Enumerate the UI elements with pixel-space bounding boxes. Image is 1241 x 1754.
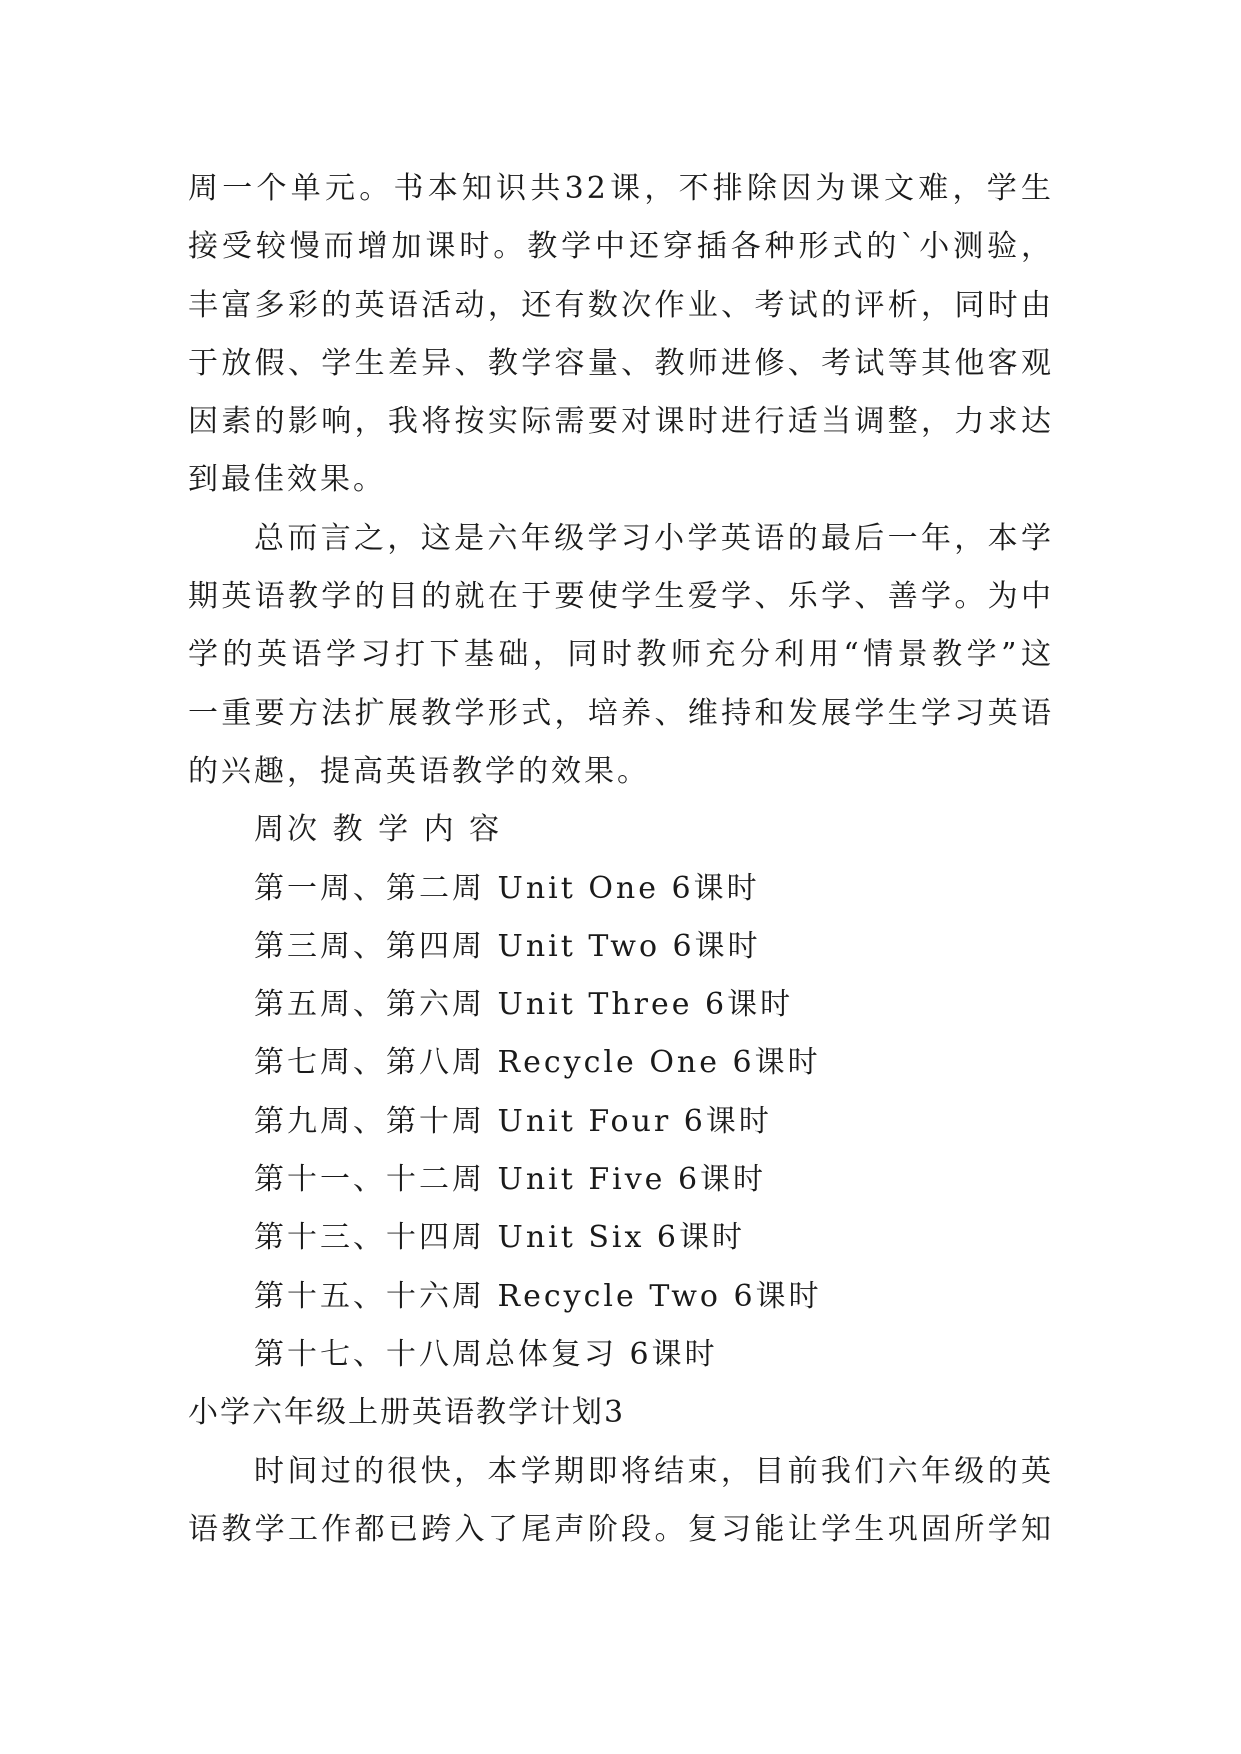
text-line: 丰富多彩的英语活动，还有数次作业、考试的评析，同时由 bbox=[188, 287, 1054, 323]
text-line: 周一个单元。书本知识共32课，不排除因为课文难，学生 bbox=[188, 171, 1054, 206]
schedule-list bbox=[188, 801, 1054, 1384]
text-line: 接受较慢而增加课时。教学中还穿插各种形式的`小测验， bbox=[188, 229, 1054, 265]
schedule-row: 第十一、十二周 Unit Five 6课时 bbox=[254, 1162, 767, 1198]
schedule-header: 周次 教 学 内 容 bbox=[254, 812, 503, 848]
section-title: 小学六年级上册英语教学计划3 bbox=[188, 1395, 626, 1431]
schedule-row: 第一周、第二周 Unit One 6课时 bbox=[254, 870, 760, 906]
text-line: 时间过的很快，本学期即将结束，目前我们六年级的英 bbox=[254, 1453, 1054, 1489]
text-line: 到最佳效果。 bbox=[188, 462, 386, 498]
text-line: 一重要方法扩展教学形式，培养、维持和发展学生学习英语 bbox=[188, 695, 1054, 731]
schedule-row: 第十七、十八周总体复习 6课时 bbox=[254, 1336, 718, 1372]
text-line: 因素的影响，我将按实际需要对课时进行适当调整，力求达 bbox=[188, 404, 1054, 440]
text-line: 于放假、学生差异、教学容量、教师进修、考试等其他客观 bbox=[188, 345, 1054, 381]
schedule-row: 第五周、第六周 Unit Three 6课时 bbox=[254, 987, 794, 1023]
text-line: 语教学工作都已跨入了尾声阶段。复习能让学生巩固所学知 bbox=[188, 1511, 1054, 1547]
schedule-row: 第七周、第八周 Recycle One 6课时 bbox=[254, 1045, 821, 1081]
schedule-row: 第九周、第十周 Unit Four 6课时 bbox=[254, 1103, 772, 1139]
text-line: 总而言之，这是六年级学习小学英语的最后一年，本学 bbox=[254, 520, 1054, 556]
text-line: 期英语教学的目的就在于要使学生爱学、乐学、善学。为中 bbox=[188, 579, 1054, 615]
text-line: 的兴趣，提高英语教学的效果。 bbox=[188, 753, 650, 789]
document-body bbox=[188, 160, 1054, 1559]
paragraph-summary bbox=[188, 510, 1054, 801]
paragraph-review bbox=[188, 1443, 1054, 1560]
paragraph-lesson-schedule bbox=[188, 160, 1054, 510]
schedule-row: 第十五、十六周 Recycle Two 6课时 bbox=[254, 1278, 822, 1314]
text-line: 学的英语学习打下基础，同时教师充分利用“情景教学”这 bbox=[188, 637, 1054, 673]
schedule-row: 第三周、第四周 Unit Two 6课时 bbox=[254, 928, 761, 964]
schedule-row: 第十三、十四周 Unit Six 6课时 bbox=[254, 1220, 746, 1256]
